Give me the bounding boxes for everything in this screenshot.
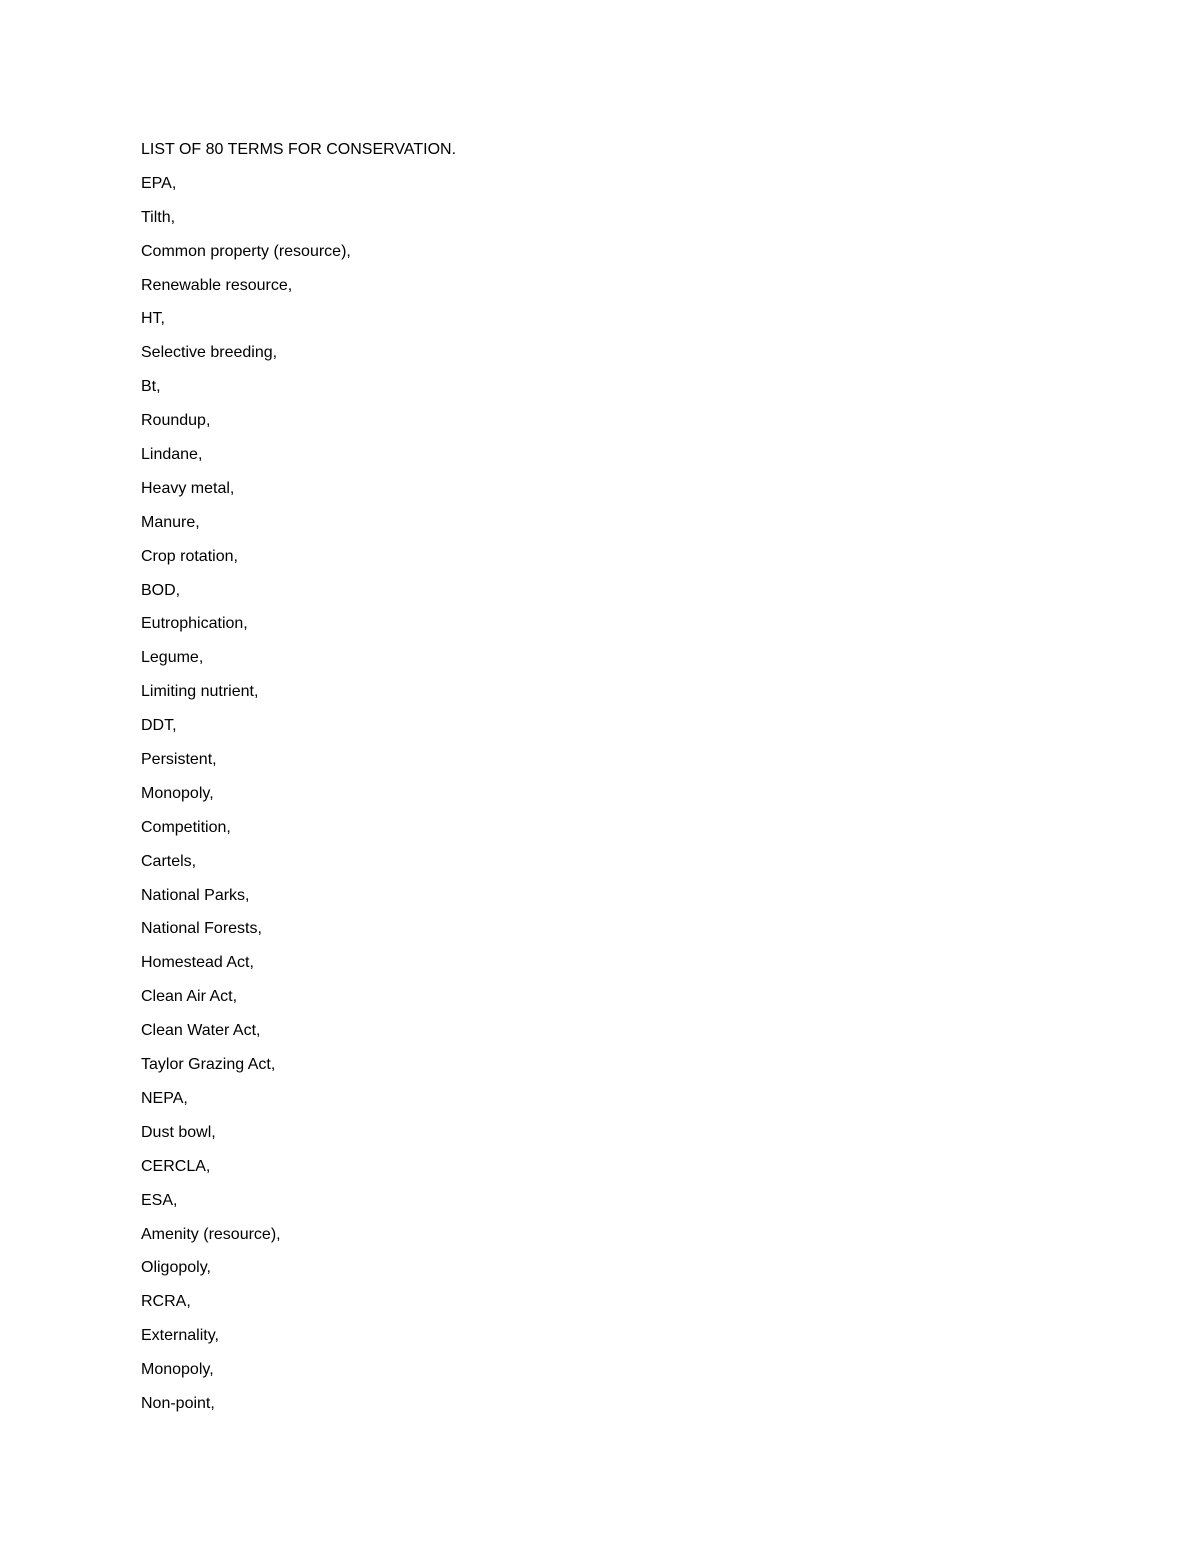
term-item: Roundup,	[141, 412, 211, 430]
term-item: DDT,	[141, 717, 177, 735]
term-item: Monopoly,	[141, 784, 214, 802]
term-item: Amenity (resource),	[141, 1225, 281, 1243]
term-item: ESA,	[141, 1191, 178, 1209]
term-item: Competition,	[141, 818, 231, 836]
term-item: Clean Air Act,	[141, 988, 238, 1006]
term-item: National Parks,	[141, 886, 250, 904]
term-item: Limiting nutrient,	[141, 683, 259, 701]
term-item: Externality,	[141, 1327, 219, 1345]
term-item: Clean Water Act,	[141, 1022, 261, 1040]
term-item: Crop rotation,	[141, 547, 238, 565]
term-item: Manure,	[141, 513, 200, 531]
term-item: Eutrophication,	[141, 615, 248, 633]
term-item: EPA,	[141, 174, 177, 192]
term-item: Cartels,	[141, 852, 197, 870]
term-item: Renewable resource,	[141, 276, 293, 294]
term-item: Legume,	[141, 649, 204, 667]
term-item: Tilth,	[141, 208, 176, 226]
term-item: NEPA,	[141, 1089, 188, 1107]
term-item: Homestead Act,	[141, 954, 254, 972]
term-item: Common property (resource),	[141, 242, 351, 260]
term-item: Monopoly,	[141, 1361, 214, 1379]
document-body	[141, 140, 456, 1428]
term-item: Oligopoly,	[141, 1259, 211, 1277]
document-title: LIST OF 80 TERMS FOR CONSERVATION.	[141, 141, 457, 158]
term-item: Persistent,	[141, 751, 217, 769]
term-item: RCRA,	[141, 1293, 191, 1311]
term-item: Non-point,	[141, 1394, 215, 1412]
term-item: HT,	[141, 310, 165, 328]
term-item: BOD,	[141, 581, 181, 599]
term-item: Dust bowl,	[141, 1123, 216, 1141]
term-item: Bt,	[141, 378, 161, 396]
term-item: CERCLA,	[141, 1157, 211, 1175]
term-item: Lindane,	[141, 446, 203, 464]
term-item: Heavy metal,	[141, 479, 235, 497]
term-item: Taylor Grazing Act,	[141, 1056, 276, 1074]
term-item: National Forests,	[141, 920, 262, 938]
term-item: Selective breeding,	[141, 344, 278, 362]
